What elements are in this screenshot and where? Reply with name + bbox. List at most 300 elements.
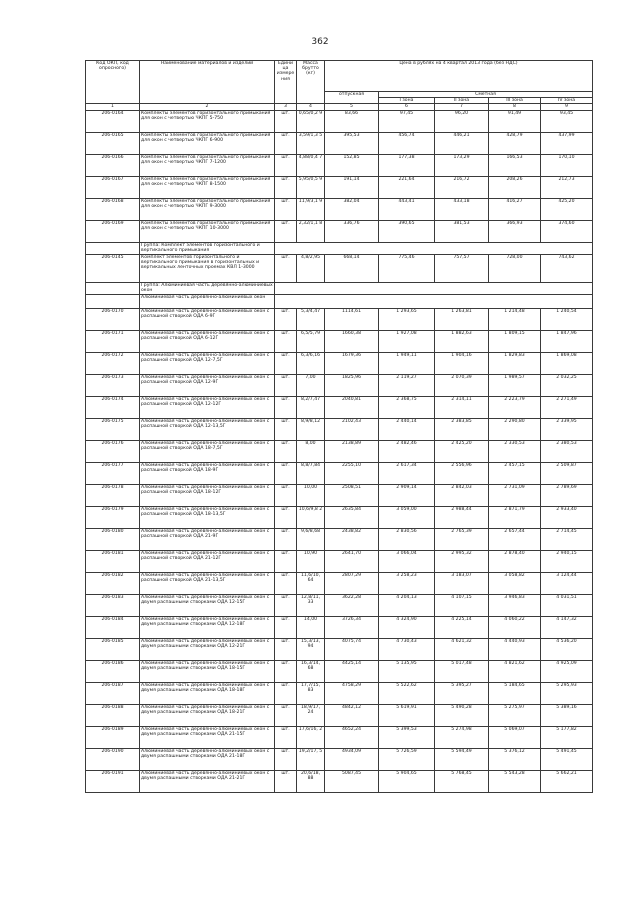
item-unit: шт. [275, 254, 297, 282]
item-name: Алюминиевая часть деревянно-алюминиевых окон с распашной створкой ОДА 18-9Г [140, 462, 275, 484]
price-release: 1114,61 [325, 308, 379, 330]
price-zone-3: 5 376,12 [489, 748, 541, 770]
price-release: 2641,70 [325, 550, 379, 572]
item-unit: шт. [275, 220, 297, 242]
table-row [86, 462, 593, 484]
item-mass: 0,65/0,2 9 [297, 110, 325, 132]
item-unit: шт. [275, 682, 297, 704]
page-number: 362 [311, 37, 329, 47]
item-code: 206-0171 [86, 330, 140, 352]
item-mass: 5,95/0,5 9 [297, 176, 325, 198]
table-row [86, 198, 593, 220]
group-row [86, 242, 593, 254]
price-release: 2438,82 [325, 528, 379, 550]
item-name: Алюминиевая часть деревянно-алюминиевых окон с распашной створкой ОДА 21-12Г [140, 550, 275, 572]
item-code: 206-0186 [86, 660, 140, 682]
item-name: Алюминиевая часть деревянно-алюминиевых окон с распашной створкой ОДА 18-12Г [140, 484, 275, 506]
price-zone-2: 2 070,39 [435, 374, 489, 396]
price-zone-3: 2 457,15 [489, 462, 541, 484]
item-code: 206-0184 [86, 616, 140, 638]
item-mass: 14,00 [297, 616, 325, 638]
subgroup-row [86, 294, 593, 308]
price-zone-2: 1 263,81 [435, 308, 489, 330]
item-unit: шт. [275, 374, 297, 396]
price-zone-2: 2 988,44 [435, 506, 489, 528]
price-zone-4: 2 933,40 [541, 506, 593, 528]
item-unit: шт. [275, 484, 297, 506]
item-mass: 7,00 [297, 374, 325, 396]
price-zone-3: 2 223,79 [489, 396, 541, 418]
price-zone-3: 4 440,93 [489, 638, 541, 660]
price-zone-4: 437,99 [541, 132, 593, 154]
price-zone-3: 2 330,53 [489, 440, 541, 462]
item-mass: 17,6/16, 2 [297, 726, 325, 748]
price-zone-3: 3 946,83 [489, 594, 541, 616]
price-zone-4: 4 925,09 [541, 660, 593, 682]
price-zone-4: 425,20 [541, 198, 593, 220]
price-zone-1: 2 482,46 [379, 440, 435, 462]
item-name: Алюминиевая часть деревянно-алюминиевых окон с двумя распашными створками ОДА 18-15Г [140, 660, 275, 682]
item-name: Алюминиевая часть деревянно-алюминиевых окон с распашной створкой ОДА 12-7,5Г [140, 352, 275, 374]
price-zone-3: 2 871,79 [489, 506, 541, 528]
group-name: Группа: Комплект элементов горизонтального и вертикального примыкания [140, 242, 275, 254]
table-row [86, 528, 593, 550]
price-zone-4: 4 031,51 [541, 594, 593, 616]
item-unit: шт. [275, 506, 297, 528]
price-zone-4: 743,62 [541, 254, 593, 282]
item-code: 206-0168 [86, 198, 140, 220]
price-zone-1: 2 368,75 [379, 396, 435, 418]
price-zone-1: 5 522,62 [379, 682, 435, 704]
price-zone-2: 4 621,32 [435, 638, 489, 660]
price-zone-3: 416,27 [489, 198, 541, 220]
price-zone-1: 2 617,34 [379, 462, 435, 484]
price-zone-2: 2 425,20 [435, 440, 489, 462]
header-estimate: Сметная [379, 92, 593, 98]
price-zone-1: 3 066,04 [379, 550, 435, 572]
price-zone-3: 1 989,57 [489, 374, 541, 396]
item-unit: шт. [275, 704, 297, 726]
item-code: 206-0180 [86, 528, 140, 550]
price-zone-1: 4 730,43 [379, 638, 435, 660]
price-zone-2: 5 594,49 [435, 748, 489, 770]
group-name: Группа: Алюминиевая часть деревянно-алюминиевых окон [141, 282, 273, 293]
header-price-title: Цена в рублях на 4 квартал 2013 года (без НДС) [325, 61, 593, 92]
price-zone-4: 374,60 [541, 220, 593, 242]
price-zone-2: 216,72 [435, 176, 489, 198]
price-release: 1660,38 [325, 330, 379, 352]
item-code: 206-0166 [86, 154, 140, 176]
table-row [86, 132, 593, 154]
price-zone-1: 1 949,11 [379, 352, 435, 374]
price-zone-3: 366,93 [489, 220, 541, 242]
column-number: 7 [435, 104, 489, 110]
price-zone-2: 3 183,07 [435, 572, 489, 594]
item-unit: шт. [275, 110, 297, 132]
price-zone-4: 2 380,53 [541, 440, 593, 462]
column-number: 3 [275, 104, 297, 110]
item-unit: шт. [275, 572, 297, 594]
item-mass: 11,6/10, 64 [297, 572, 325, 594]
item-mass: 2,32/1,1 8 [297, 220, 325, 242]
table-row [86, 440, 593, 462]
item-unit: шт. [275, 770, 297, 792]
table-row [86, 638, 593, 660]
item-mass: 8,2/7,47 [297, 396, 325, 418]
item-unit: шт. [275, 176, 297, 198]
table-row [86, 506, 593, 528]
price-zone-3: 1 214,48 [489, 308, 541, 330]
price-zone-1: 4 324,90 [379, 616, 435, 638]
price-zone-2: 5 017,48 [435, 660, 489, 682]
price-release: 2040,81 [325, 396, 379, 418]
price-release: 2508,51 [325, 484, 379, 506]
item-name: Комплекты элементов горизонтального примыкания для окон с четвертью ЧКПГ 9-3000 [140, 198, 275, 220]
item-mass: 8,9/8,12 [297, 418, 325, 440]
price-zone-1: 4 204,13 [379, 594, 435, 616]
item-code: 206-0188 [86, 704, 140, 726]
item-code: 206-0190 [86, 748, 140, 770]
price-release: 2102,43 [325, 418, 379, 440]
header-code: Код ОКП, код опросного) [86, 61, 140, 104]
item-code: 206-0177 [86, 462, 140, 484]
item-mass: 20,6/18, 88 [297, 770, 325, 792]
item-unit: шт. [275, 594, 297, 616]
price-zone-2: 4 107,15 [435, 594, 489, 616]
column-number: 4 [297, 104, 325, 110]
item-code: 206-0145 [86, 254, 140, 282]
item-code: 206-0187 [86, 682, 140, 704]
price-zone-3: 91,49 [489, 110, 541, 132]
table-row [86, 154, 593, 176]
price-zone-2: 173,29 [435, 154, 489, 176]
item-name: Алюминиевая часть деревянно-алюминиевых окон с распашной створкой ОДА 12-13,5Г [140, 418, 275, 440]
item-name: Комплекты элементов горизонтального примыкания для окон с четвертью ЧКПГ 10-3000 [140, 220, 275, 242]
price-zone-3: 2 731,09 [489, 484, 541, 506]
price-release: 83,66 [325, 110, 379, 132]
item-mass: 10,6/9,8 2 [297, 506, 325, 528]
price-zone-1: 2 830,56 [379, 528, 435, 550]
column-number: 1 [86, 104, 140, 110]
item-name: Алюминиевая часть деревянно-алюминиевых окон с распашной створкой ОДА 21-9Г [140, 528, 275, 550]
item-unit: шт. [275, 462, 297, 484]
price-release: 1825,96 [325, 374, 379, 396]
table-row [86, 352, 593, 374]
item-unit: шт. [275, 330, 297, 352]
group-empty-cell [275, 282, 593, 294]
item-mass: 18,9/17, 24 [297, 704, 325, 726]
price-zone-3: 5 275,97 [489, 704, 541, 726]
price-zone-2: 5 768,45 [435, 770, 489, 792]
item-name: Комплекты элементов горизонтального примыкания для окон с четвертью ЧКПГ 5-750 [140, 110, 275, 132]
price-zone-1: 5 904,65 [379, 770, 435, 792]
header-release: отпускная [325, 92, 379, 104]
price-release: 3726,34 [325, 616, 379, 638]
price-zone-2: 5 274,98 [435, 726, 489, 748]
price-zone-4: 4 147,32 [541, 616, 593, 638]
table-row [86, 682, 593, 704]
table-row [86, 660, 593, 682]
table-row [86, 770, 593, 792]
group-empty-cell [275, 294, 593, 308]
column-number: 9 [541, 104, 593, 110]
price-zone-4: 1 240,54 [541, 308, 593, 330]
item-code: 206-0167 [86, 176, 140, 198]
item-mass: 17,7/15, 83 [297, 682, 325, 704]
item-mass: 16,3/14, 68 [297, 660, 325, 682]
item-code: 206-0189 [86, 726, 140, 748]
item-name: Алюминиевая часть деревянно-алюминиевых окон с распашной створкой ОДА 18-13,5Г [140, 506, 275, 528]
price-zone-4: 212,73 [541, 176, 593, 198]
price-zone-2: 2 556,96 [435, 462, 489, 484]
header-zone: IV зона [541, 98, 593, 104]
price-zone-1: 5 619,91 [379, 704, 435, 726]
price-zone-2: 2 314,11 [435, 396, 489, 418]
column-number: 6 [379, 104, 435, 110]
price-release: 336,76 [325, 220, 379, 242]
price-zone-4: 170,10 [541, 154, 593, 176]
item-mass: 12,8/11, 33 [297, 594, 325, 616]
price-zone-2: 2 765,39 [435, 528, 489, 550]
table-row [86, 396, 593, 418]
header-zone: III зона [489, 98, 541, 104]
item-mass: 11,9/3,1 9 [297, 198, 325, 220]
group-row [86, 282, 593, 294]
table-row [86, 110, 593, 132]
item-code: 206-0169 [86, 220, 140, 242]
item-code: 206-0185 [86, 638, 140, 660]
price-zone-4: 2 940,15 [541, 550, 593, 572]
price-zone-3: 166,53 [489, 154, 541, 176]
item-unit: шт. [275, 308, 297, 330]
price-zone-3: 5 184,65 [489, 682, 541, 704]
column-number: 8 [489, 104, 541, 110]
price-zone-4: 2 509,87 [541, 462, 593, 484]
price-zone-4: 2 271,49 [541, 396, 593, 418]
item-name: Алюминиевая часть деревянно-алюминиевых окон с двумя распашными створками ОДА 21-15Г [140, 726, 275, 748]
price-zone-2: 1 882,63 [435, 330, 489, 352]
price-zone-4: 5 662,21 [541, 770, 593, 792]
price-zone-4: 5 177,82 [541, 726, 593, 748]
price-release: 395,53 [325, 132, 379, 154]
item-name: Алюминиевая часть деревянно-алюминиевых окон с распашной створкой ОДА 12-9Г [140, 374, 275, 396]
item-name: Комплекты элементов горизонтального примыкания для окон с четвертью ЧКПГ 8-1500 [140, 176, 275, 198]
price-release: 4075,74 [325, 638, 379, 660]
table-row [86, 594, 593, 616]
price-zone-4: 5 295,93 [541, 682, 593, 704]
item-mass: 4,88/0,4 7 [297, 154, 325, 176]
price-zone-2: 96,20 [435, 110, 489, 132]
group-empty-cell [275, 242, 593, 254]
item-name: Комплект элементов горизонтального и вертикального примыкания в горизонтальных и вертикальных ленточных проемах КВЛ 1-3000 [140, 254, 275, 282]
price-zone-1: 390,65 [379, 220, 435, 242]
item-name: Алюминиевая часть деревянно-алюминиевых окон с распашной створкой ОДА 6-12Г [140, 330, 275, 352]
item-name: Алюминиевая часть деревянно-алюминиевых окон с распашной створкой ОДА 18-7,5Г [140, 440, 275, 462]
price-release: 2807,29 [325, 572, 379, 594]
price-table [85, 60, 593, 793]
item-code: 206-0179 [86, 506, 140, 528]
price-zone-3: 5 069,07 [489, 726, 541, 748]
price-release: 3622,28 [325, 594, 379, 616]
price-zone-3: 728,00 [489, 254, 541, 282]
item-name: Алюминиевая часть деревянно-алюминиевых окон с двумя распашными створками ОДА 18-18Г [140, 682, 275, 704]
price-zone-1: 3 059,00 [379, 506, 435, 528]
price-zone-2: 4 225,14 [435, 616, 489, 638]
item-name: Алюминиевая часть деревянно-алюминиевых окон с распашной створкой ОДА 12-12Г [140, 396, 275, 418]
item-name: Алюминиевая часть деревянно-алюминиевых окон с двумя распашными створками ОДА 21-18Г [140, 748, 275, 770]
table-body [86, 110, 593, 792]
price-release: 4425,14 [325, 660, 379, 682]
item-mass: 10,00 [297, 484, 325, 506]
item-code: 206-0191 [86, 770, 140, 792]
price-zone-1: 2 909,14 [379, 484, 435, 506]
price-release: 382,04 [325, 198, 379, 220]
price-zone-1: 221,64 [379, 176, 435, 198]
price-release: 668,14 [325, 254, 379, 282]
item-unit: шт. [275, 352, 297, 374]
price-zone-3: 3 058,82 [489, 572, 541, 594]
header-mass: Масса брутто (кг) [297, 61, 325, 104]
item-name: Алюминиевая часть деревянно-алюминиевых окон с двумя распашными створками ОДА 12-21Г [140, 638, 275, 660]
item-code: 206-0176 [86, 440, 140, 462]
price-zone-1: 5 135,95 [379, 660, 435, 682]
item-unit: шт. [275, 418, 297, 440]
price-release: 1679,36 [325, 352, 379, 374]
price-zone-3: 4 821,62 [489, 660, 541, 682]
price-zone-3: 428,79 [489, 132, 541, 154]
price-release: 4934,09 [325, 748, 379, 770]
price-zone-4: 5 491,45 [541, 748, 593, 770]
item-mass: 3,59/1,3 5 [297, 132, 325, 154]
item-mass: 9,6/8,68 [297, 528, 325, 550]
item-mass: 19,2/17, 5 [297, 748, 325, 770]
price-zone-4: 4 536,20 [541, 638, 593, 660]
item-unit: шт. [275, 440, 297, 462]
group-code-cell [86, 294, 140, 308]
price-release: 4758,29 [325, 682, 379, 704]
group-code-cell [86, 282, 140, 294]
price-zone-1: 2 440,14 [379, 418, 435, 440]
item-code: 206-0175 [86, 418, 140, 440]
price-zone-3: 4 060,22 [489, 616, 541, 638]
item-unit: шт. [275, 726, 297, 748]
item-code: 206-0170 [86, 308, 140, 330]
header-name: Наименование материалов и изделий [140, 61, 275, 104]
item-code: 206-0181 [86, 550, 140, 572]
item-code: 206-0178 [86, 484, 140, 506]
price-release: 5087,45 [325, 770, 379, 792]
item-mass: 10,90 [297, 550, 325, 572]
table-row [86, 726, 593, 748]
item-code: 206-0172 [86, 352, 140, 374]
item-name: Алюминиевая часть деревянно-алюминиевых окон с двумя распашными створками ОДА 12-18Г [140, 616, 275, 638]
column-number: 5 [325, 104, 379, 110]
price-zone-4: 93,45 [541, 110, 593, 132]
price-zone-2: 5 490,28 [435, 704, 489, 726]
price-zone-2: 433,18 [435, 198, 489, 220]
item-unit: шт. [275, 132, 297, 154]
item-mass: 4,8/2,95 [297, 254, 325, 282]
price-zone-2: 2 383,85 [435, 418, 489, 440]
item-code: 206-0183 [86, 594, 140, 616]
group-name: Алюминиевая часть деревянно-алюминиевых окон [140, 294, 275, 308]
price-zone-3: 1 809,15 [489, 330, 541, 352]
price-zone-2: 446,21 [435, 132, 489, 154]
item-name: Алюминиевая часть деревянно-алюминиевых окон с распашной створкой ОДА 6-9Г [140, 308, 275, 330]
item-unit: шт. [275, 616, 297, 638]
price-zone-1: 1 927,08 [379, 330, 435, 352]
item-mass: 15,3/13, 94 [297, 638, 325, 660]
table-row [86, 616, 593, 638]
item-unit: шт. [275, 528, 297, 550]
item-mass: 5,3/4,47 [297, 308, 325, 330]
item-code: 206-0174 [86, 396, 140, 418]
item-unit: шт. [275, 154, 297, 176]
price-zone-4: 1 869,08 [541, 352, 593, 374]
item-name: Алюминиевая часть деревянно-алюминиевых окон с двумя распашными створками ОДА 21-21Г [140, 770, 275, 792]
group-code-cell [86, 242, 140, 254]
item-mass: 8,00 [297, 440, 325, 462]
price-zone-1: 456,74 [379, 132, 435, 154]
table-row [86, 418, 593, 440]
table-row [86, 572, 593, 594]
table-row [86, 374, 593, 396]
table-row [86, 704, 593, 726]
price-release: 4842,12 [325, 704, 379, 726]
price-release: 152,85 [325, 154, 379, 176]
item-unit: шт. [275, 396, 297, 418]
price-zone-2: 381,53 [435, 220, 489, 242]
item-code: 206-0182 [86, 572, 140, 594]
price-zone-4: 1 847,96 [541, 330, 593, 352]
header-unit: Едини ца измере ния [275, 61, 297, 104]
price-zone-1: 1 293,65 [379, 308, 435, 330]
item-code: 206-0173 [86, 374, 140, 396]
table-row [86, 484, 593, 506]
table-row [86, 308, 593, 330]
price-zone-2: 2 995,32 [435, 550, 489, 572]
item-mass: 6,5/5,79 [297, 330, 325, 352]
price-zone-3: 208,26 [489, 176, 541, 198]
price-release: 2138,89 [325, 440, 379, 462]
price-zone-4: 2 032,25 [541, 374, 593, 396]
price-zone-1: 775,46 [379, 254, 435, 282]
price-zone-1: 443,41 [379, 198, 435, 220]
price-zone-1: 2 119,27 [379, 374, 435, 396]
price-zone-4: 2 714,45 [541, 528, 593, 550]
price-zone-1: 3 258,23 [379, 572, 435, 594]
item-unit: шт. [275, 550, 297, 572]
table-row [86, 748, 593, 770]
price-zone-2: 757,57 [435, 254, 489, 282]
item-unit: шт. [275, 198, 297, 220]
price-zone-4: 2 339,95 [541, 418, 593, 440]
price-zone-3: 5 543,28 [489, 770, 541, 792]
price-release: 2255,10 [325, 462, 379, 484]
price-zone-1: 5 399,53 [379, 726, 435, 748]
price-zone-3: 2 657,44 [489, 528, 541, 550]
table-row [86, 176, 593, 198]
column-number: 2 [140, 104, 275, 110]
price-zone-4: 5 389,16 [541, 704, 593, 726]
table-row [86, 254, 593, 282]
table-row [86, 220, 593, 242]
item-name: Алюминиевая часть деревянно-алюминиевых окон с двумя распашными створками ОДА 12-15Г [140, 594, 275, 616]
price-zone-1: 5 726,59 [379, 748, 435, 770]
header-zone: II зона [435, 98, 489, 104]
item-unit: шт. [275, 748, 297, 770]
price-zone-4: 3 124,44 [541, 572, 593, 594]
